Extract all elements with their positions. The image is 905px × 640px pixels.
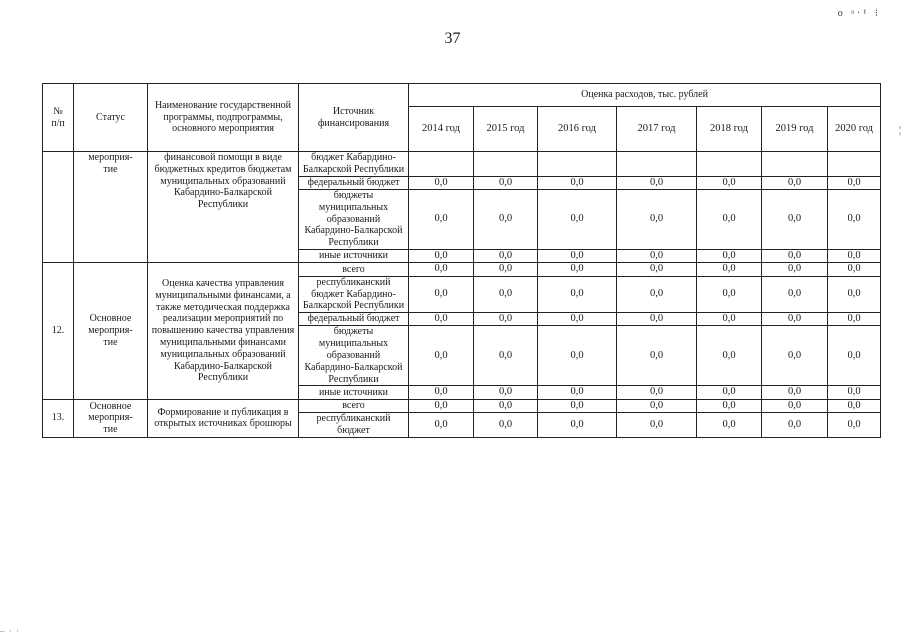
row-status: Основное мероприя- тие	[74, 399, 148, 437]
table-header	[43, 84, 881, 152]
cost-cell: 0,0	[409, 263, 474, 276]
cost-cell: 0,0	[474, 189, 538, 249]
funding-source: всего	[299, 399, 409, 412]
row-program-name: финансовой помощи в виде бюджетных кредитов бюджетам муниципальных образований Кабардино-Балкарской Республики	[148, 152, 299, 263]
table-body	[43, 152, 881, 438]
cost-cell: 0,0	[828, 176, 881, 189]
header-year: 2014 год	[409, 107, 474, 152]
header-num: № п/п	[43, 84, 74, 152]
cost-cell: 0,0	[828, 326, 881, 386]
expenditure-table	[42, 83, 881, 438]
cost-cell: 0,0	[474, 263, 538, 276]
cost-cell: 0,0	[617, 386, 697, 399]
cost-cell: 0,0	[617, 176, 697, 189]
cost-cell: 0,0	[409, 313, 474, 326]
row-number: 12.	[43, 263, 74, 400]
cost-cell	[474, 152, 538, 177]
funding-source: федеральный бюджет	[299, 313, 409, 326]
row-status: мероприя- тие	[74, 152, 148, 263]
table-row	[43, 152, 881, 177]
row-number	[43, 152, 74, 263]
cost-cell: 0,0	[828, 413, 881, 438]
header-year: 2015 год	[474, 107, 538, 152]
funding-source: бюджеты муниципальных образований Кабардино-Балкарской Республики	[299, 189, 409, 249]
cost-cell: 0,0	[409, 176, 474, 189]
cost-cell: 0,0	[828, 276, 881, 312]
cost-cell: 0,0	[762, 413, 828, 438]
cost-cell: 0,0	[697, 249, 762, 262]
header-status: Статус	[74, 84, 148, 152]
cost-cell: 0,0	[762, 399, 828, 412]
cost-cell: 0,0	[409, 276, 474, 312]
funding-source: республиканский бюджет	[299, 413, 409, 438]
cost-cell: 0,0	[538, 399, 617, 412]
scan-edge-mark: ¦	[898, 125, 901, 136]
cost-cell: 0,0	[538, 326, 617, 386]
cost-cell: 0,0	[762, 313, 828, 326]
cost-cell: 0,0	[617, 263, 697, 276]
cost-cell: 0,0	[474, 413, 538, 438]
funding-source: бюджеты муниципальных образований Кабардино-Балкарской Республики	[299, 326, 409, 386]
cost-cell: 0,0	[474, 313, 538, 326]
table-row	[43, 399, 881, 412]
cost-cell	[617, 152, 697, 177]
cost-cell: 0,0	[409, 189, 474, 249]
cost-cell: 0,0	[828, 249, 881, 262]
cost-cell: 0,0	[697, 386, 762, 399]
cost-cell: 0,0	[538, 263, 617, 276]
funding-source: республиканский бюджет Кабардино-Балкарской Республики	[299, 276, 409, 312]
funding-source: иные источники	[299, 386, 409, 399]
cost-cell: 0,0	[617, 276, 697, 312]
corner-stamp-mark: о ᵃ·¹ ⁝	[837, 8, 881, 19]
funding-source: всего	[299, 263, 409, 276]
cost-cell: 0,0	[538, 313, 617, 326]
cost-cell	[538, 152, 617, 177]
cost-cell	[697, 152, 762, 177]
cost-cell: 0,0	[697, 176, 762, 189]
cost-cell: 0,0	[828, 189, 881, 249]
cost-cell: 0,0	[697, 313, 762, 326]
cost-cell: 0,0	[474, 276, 538, 312]
cost-cell	[409, 152, 474, 177]
cost-cell: 0,0	[762, 263, 828, 276]
cost-cell	[828, 152, 881, 177]
cost-cell: 0,0	[538, 189, 617, 249]
cost-cell: 0,0	[538, 276, 617, 312]
header-year: 2018 год	[697, 107, 762, 152]
cost-cell: 0,0	[828, 386, 881, 399]
scan-bottom-mark: – · ·	[0, 626, 20, 636]
cost-cell: 0,0	[762, 276, 828, 312]
cost-cell: 0,0	[828, 263, 881, 276]
cost-cell: 0,0	[828, 399, 881, 412]
cost-cell: 0,0	[617, 413, 697, 438]
cost-cell: 0,0	[538, 176, 617, 189]
cost-cell: 0,0	[409, 326, 474, 386]
cost-cell: 0,0	[697, 413, 762, 438]
table-row	[43, 263, 881, 276]
cost-cell	[762, 152, 828, 177]
cost-cell: 0,0	[409, 249, 474, 262]
row-program-name: Формирование и публикация в открытых источниках брошюры	[148, 399, 299, 437]
cost-cell: 0,0	[474, 176, 538, 189]
row-status: Основное мероприя- тие	[74, 263, 148, 400]
cost-cell: 0,0	[762, 176, 828, 189]
cost-cell: 0,0	[762, 326, 828, 386]
cost-cell: 0,0	[617, 326, 697, 386]
header-costs: Оценка расходов, тыс. рублей	[409, 84, 881, 107]
cost-cell: 0,0	[409, 386, 474, 399]
header-year: 2019 год	[762, 107, 828, 152]
header-year: 2016 год	[538, 107, 617, 152]
cost-cell: 0,0	[617, 313, 697, 326]
cost-cell: 0,0	[697, 189, 762, 249]
cost-cell: 0,0	[474, 249, 538, 262]
cost-cell: 0,0	[538, 386, 617, 399]
cost-cell: 0,0	[697, 399, 762, 412]
cost-cell: 0,0	[617, 249, 697, 262]
header-source: Источник финансирования	[299, 84, 409, 152]
funding-source: иные источники	[299, 249, 409, 262]
header-year: 2017 год	[617, 107, 697, 152]
cost-cell: 0,0	[762, 386, 828, 399]
cost-cell: 0,0	[538, 413, 617, 438]
funding-source: бюджет Кабардино-Балкарской Республики	[299, 152, 409, 177]
cost-cell: 0,0	[474, 326, 538, 386]
cost-cell: 0,0	[697, 326, 762, 386]
cost-cell: 0,0	[762, 249, 828, 262]
header-name: Наименование государственной программы, подпрограммы, основного мероприятия	[148, 84, 299, 152]
cost-cell: 0,0	[409, 413, 474, 438]
row-number: 13.	[43, 399, 74, 437]
cost-cell: 0,0	[697, 263, 762, 276]
row-program-name: Оценка качества управления муниципальными финансами, а также методическая поддержка реализации мероприятий по повышению качества управления муниципальными финансами муниципальных образований Кабардино-Балкарской Республики	[148, 263, 299, 400]
cost-cell: 0,0	[828, 313, 881, 326]
cost-cell: 0,0	[617, 399, 697, 412]
cost-cell: 0,0	[697, 276, 762, 312]
cost-cell: 0,0	[409, 399, 474, 412]
header-year: 2020 год	[828, 107, 881, 152]
cost-cell: 0,0	[474, 399, 538, 412]
cost-cell: 0,0	[474, 386, 538, 399]
funding-source: федеральный бюджет	[299, 176, 409, 189]
cost-cell: 0,0	[762, 189, 828, 249]
page-number: 37	[444, 30, 461, 47]
cost-cell: 0,0	[617, 189, 697, 249]
cost-cell: 0,0	[538, 249, 617, 262]
